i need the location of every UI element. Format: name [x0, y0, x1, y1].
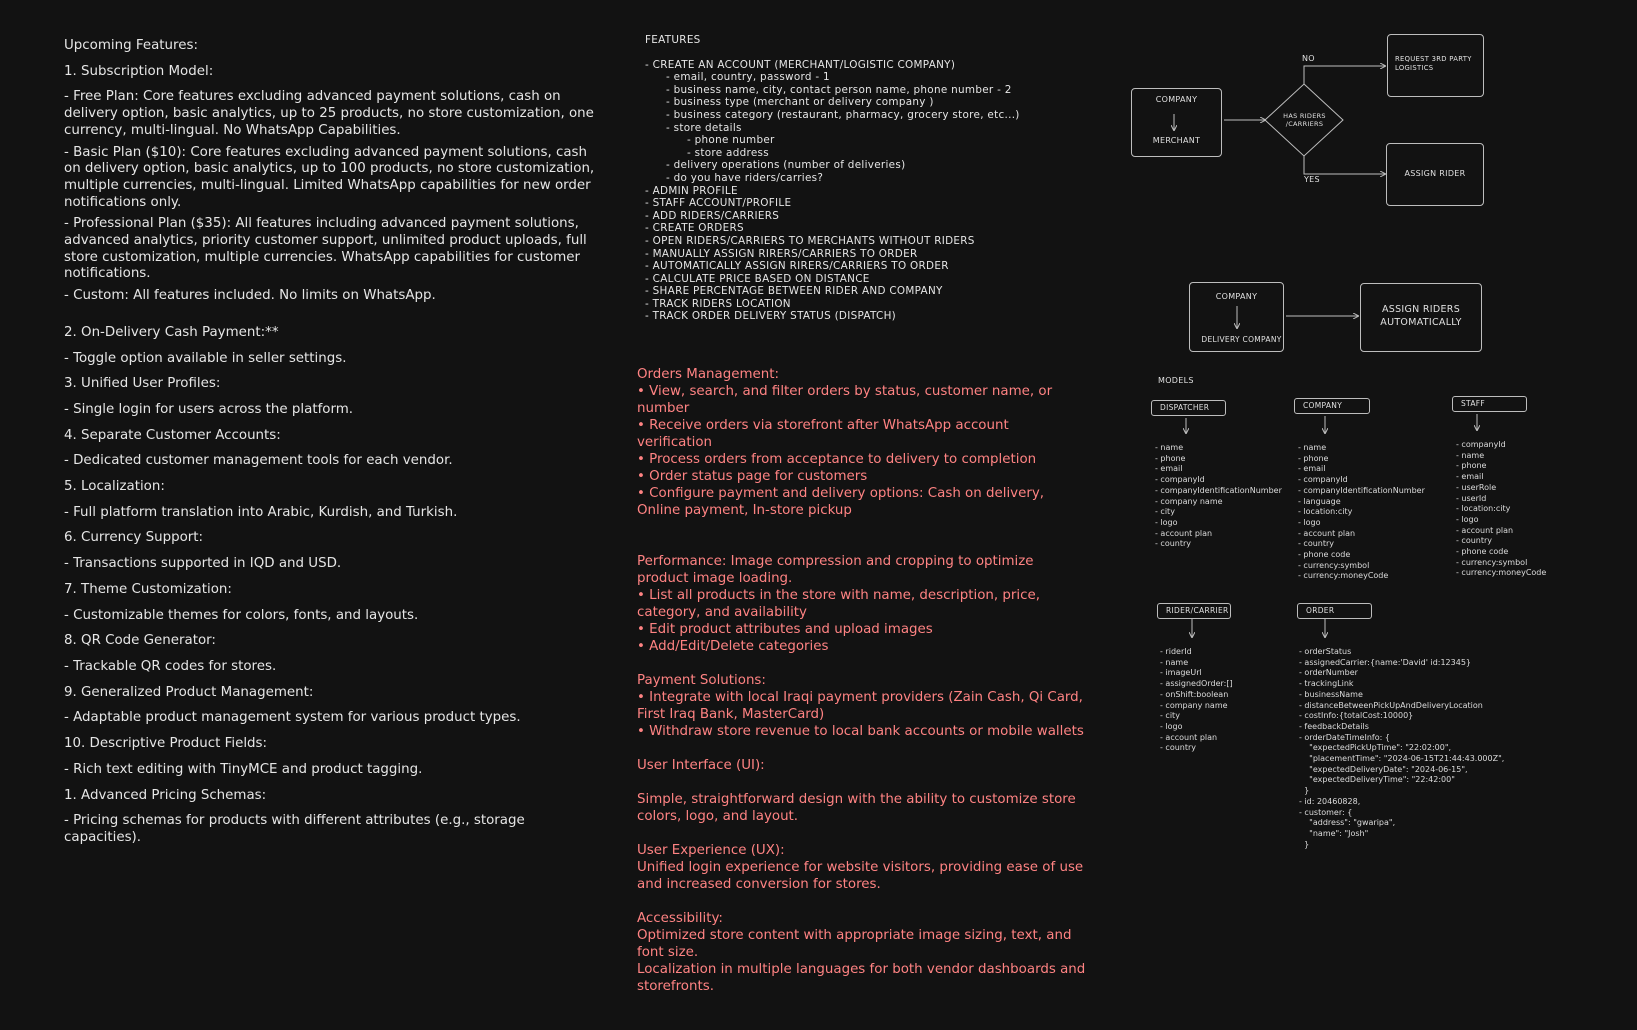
- feature-line: - business type (merchant or delivery company ): [666, 96, 934, 109]
- upcoming-features-title: Upcoming Features:: [64, 38, 198, 53]
- feature-heading: 10. Descriptive Product Fields:: [64, 736, 268, 752]
- feature-line: - TRACK ORDER DELIVERY STATUS (DISPATCH): [645, 310, 897, 323]
- assign-rider-label: ASSIGN RIDER: [1404, 169, 1466, 178]
- performance-item: • List all products in the store with name, description, price, category, and availability: [637, 588, 1040, 620]
- orders-item: • Order status page for customers: [637, 469, 868, 484]
- ux-title: User Experience (UX):: [637, 843, 785, 858]
- assign-riders-auto-label: ASSIGN RIDERS AUTOMATICALLY: [1380, 304, 1462, 328]
- payment-solutions-title: Payment Solutions:: [637, 673, 766, 688]
- merchant-label: MERCHANT: [1152, 136, 1201, 145]
- ui-title: User Interface (UI):: [637, 758, 765, 773]
- staff-model-header: STAFF: [1452, 396, 1527, 412]
- orders-item: • Configure payment and delivery options: Cash on delivery, Online payment, In-store pickup: [637, 486, 1045, 518]
- feature-line: - ADD RIDERS/CARRIERS: [645, 209, 780, 222]
- feature-detail: - Adaptable product management system for various product types.: [64, 710, 521, 726]
- no-label: NO: [1302, 54, 1315, 63]
- features-title: FEATURES: [645, 34, 701, 46]
- feature-line: - CREATE AN ACCOUNT (MERCHANT/LOGISTIC COMPANY): [645, 58, 956, 71]
- feature-heading: 2. On-Delivery Cash Payment:**: [64, 324, 279, 340]
- feature-line: - MANUALLY ASSIGN RIRERS/CARRIERS TO ORDER: [645, 247, 918, 260]
- feature-heading: 4. Separate Customer Accounts:: [64, 427, 281, 443]
- company-model-header: COMPANY: [1294, 398, 1370, 414]
- orders-item: • Process orders from acceptance to delivery to completion: [637, 452, 1037, 467]
- company-fields: - name - phone - email - companyId - companyIdentificationNumber - language - location:city - logo - account plan - country - phone code - currency:symbol - currency:moneyCode: [1298, 443, 1425, 581]
- payment-item: • Withdraw store revenue to local bank accounts or mobile wallets: [637, 724, 1084, 739]
- feature-line: - business category (restaurant, pharmacy, grocery store, etc...): [666, 108, 1020, 121]
- yes-branch-arrow: [1304, 156, 1385, 174]
- feature-heading: 6. Currency Support:: [64, 530, 204, 546]
- feature-line: - CREATE ORDERS: [645, 222, 744, 235]
- performance-item: • Edit product attributes and upload images: [637, 622, 933, 637]
- feature-detail: - Pricing schemas for products with different attributes (e.g., storage capacities).: [64, 813, 525, 845]
- order-fields: - orderStatus - assignedCarrier:{name:'David' id:12345} - orderNumber - trackingLink - businessName - distanceBetweenPickUpAndDeliveryLocation - costInfo:{totalCost:10000} - feedbackDetails - orderDateTimeInfo: { "expectedPickUpTime": "22:02:00", "placementTime": "2024-06-15T21:44:43.000Z", "expectedDeliveryDate": "2024-06-15", "expectedDeliveryTime": "22:42:00" } - id: 20460828, - customer: { "address": "gwaripa", "name": "Josh" }: [1299, 647, 1505, 849]
- accessibility-text-2: Localization in multiple languages for both vendor dashboards and storefronts.: [637, 962, 1086, 994]
- feature-line: - email, country, password - 1: [666, 71, 830, 84]
- ux-text: Unified login experience for website visitors, providing ease of use and increased conversion for stores.: [637, 860, 1084, 892]
- orders-item: • View, search, and filter orders by status, customer name, or number: [637, 384, 1053, 416]
- feature-detail: - Free Plan: Core features excluding advanced payment solutions, cash on delivery option, basic analytics, up to 25 products, no store customization, one currency, multi-lingual. No WhatsApp Capabilities.: [64, 89, 594, 138]
- feature-line: - store address: [687, 146, 769, 159]
- accessibility-title: Accessibility:: [637, 911, 723, 926]
- decision-label: HAS RIDERS /CARRIERS: [1283, 112, 1326, 128]
- feature-detail: - Custom: All features included. No limits on WhatsApp.: [64, 288, 436, 304]
- delivery-company-label: DELIVERY COMPANY: [1201, 335, 1282, 344]
- feature-heading: 3. Unified User Profiles:: [64, 376, 221, 392]
- rider-model-header: RIDER/CARRIER: [1157, 603, 1231, 619]
- accessibility-text-1: Optimized store content with appropriate image sizing, text, and font size.: [637, 928, 1072, 960]
- feature-detail: - Basic Plan ($10): Core features excluding advanced payment solutions, cash on delivery option, basic analytics, up to 100 products, no store customization, multiple currencies, multi-lingual. Limited WhatsApp capabilities for new order notifications only.: [64, 144, 595, 210]
- ui-text: Simple, straightforward design with the ability to customize store colors, logo, and layout.: [637, 792, 1076, 824]
- orders-management-title: Orders Management:: [637, 367, 780, 382]
- feature-heading: 1. Subscription Model:: [64, 63, 214, 79]
- feature-line: - OPEN RIDERS/CARRIERS TO MERCHANTS WITHOUT RIDERS: [645, 234, 975, 247]
- performance-title: Performance: Image compression and cropping to optimize product image loading.: [637, 554, 1034, 586]
- feature-line: - store details: [666, 121, 742, 134]
- dispatcher-model-header: DISPATCHER: [1151, 400, 1226, 416]
- feature-line: - ADMIN PROFILE: [645, 184, 738, 197]
- feature-heading: 7. Theme Customization:: [64, 581, 232, 597]
- feature-line: - delivery operations (number of deliveries): [666, 159, 906, 172]
- request-3rd-party-label: REQUEST 3RD PARTY LOGISTICS: [1395, 55, 1472, 72]
- company2-label: COMPANY: [1215, 292, 1258, 301]
- order-model-header: ORDER: [1297, 603, 1372, 619]
- feature-detail: - Toggle option available in seller settings.: [64, 350, 347, 366]
- orders-item: • Receive orders via storefront after WhatsApp account verification: [637, 418, 1009, 450]
- feature-line: - SHARE PERCENTAGE BETWEEN RIDER AND COMPANY: [645, 285, 943, 298]
- feature-line: - phone number: [687, 134, 775, 147]
- feature-detail: - Transactions supported in IQD and USD.: [64, 556, 342, 572]
- rider-fields: - riderId - name - imageUrl - assignedOrder:[] - onShift:boolean - company name - city - logo - account plan - country: [1160, 647, 1233, 753]
- feature-line: - business name, city, contact person name, phone number - 2: [666, 83, 1012, 96]
- feature-heading: 9. Generalized Product Management:: [64, 684, 314, 700]
- feature-line: - STAFF ACCOUNT/PROFILE: [645, 197, 792, 210]
- models-title: MODELS: [1158, 376, 1194, 385]
- feature-detail: - Full platform translation into Arabic, Kurdish, and Turkish.: [64, 504, 458, 520]
- feature-line: - AUTOMATICALLY ASSIGN RIRERS/CARRIERS TO ORDER: [645, 260, 949, 273]
- feature-detail: - Single login for users across the platform.: [64, 401, 354, 417]
- feature-heading: 5. Localization:: [64, 479, 165, 495]
- feature-line: - do you have riders/carries?: [666, 171, 824, 184]
- feature-heading: 1. Advanced Pricing Schemas:: [64, 787, 267, 803]
- company-label: COMPANY: [1155, 95, 1198, 104]
- feature-heading: 8. QR Code Generator:: [64, 633, 216, 649]
- feature-detail: - Dedicated customer management tools for each vendor.: [64, 453, 453, 469]
- staff-fields: - companyId - name - phone - email - userRole - userId - location:city - logo - account plan - country - phone code - currency:symbol - currency:moneyCode: [1456, 440, 1547, 578]
- feature-detail: - Customizable themes for colors, fonts, and layouts.: [64, 607, 419, 623]
- feature-line: - CALCULATE PRICE BASED ON DISTANCE: [645, 272, 870, 285]
- no-branch-arrow: [1304, 66, 1385, 84]
- yes-label: YES: [1304, 175, 1320, 184]
- performance-item: • Add/Edit/Delete categories: [637, 639, 829, 654]
- feature-detail: - Professional Plan ($35): All features including advanced payment solutions, advanced analytics, priority customer support, unlimited product uploads, full store customization, multiple currencies. WhatsApp capabilities for customer notifications.: [64, 216, 587, 282]
- feature-detail: - Trackable QR codes for stores.: [64, 658, 277, 674]
- feature-line: - TRACK RIDERS LOCATION: [645, 297, 791, 310]
- dispatcher-fields: - name - phone - email - companyId - companyIdentificationNumber - company name - city - logo - account plan - country: [1155, 443, 1282, 549]
- payment-item: • Integrate with local Iraqi payment providers (Zain Cash, Qi Card, First Iraq Bank, MasterCard): [637, 690, 1083, 722]
- feature-detail: - Rich text editing with TinyMCE and product tagging.: [64, 761, 423, 777]
